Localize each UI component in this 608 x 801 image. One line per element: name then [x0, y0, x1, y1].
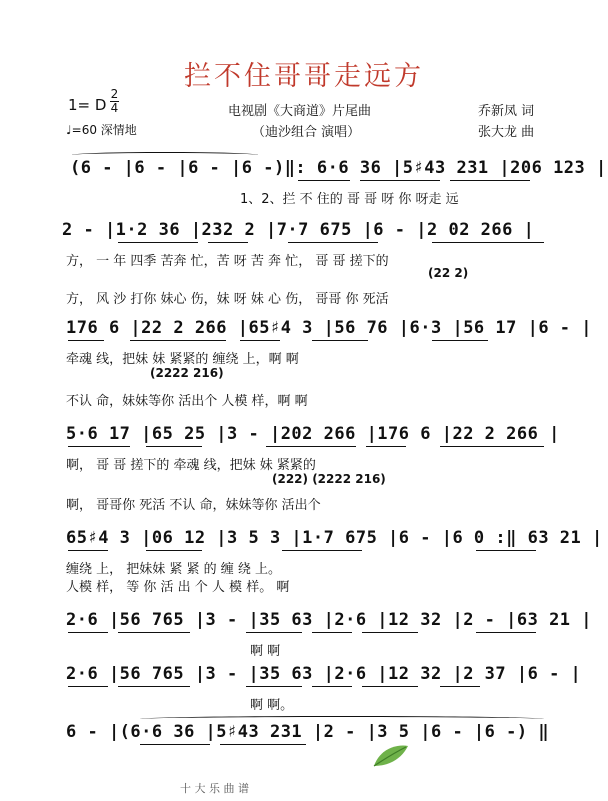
beam-underline [282, 550, 362, 551]
alternate-notes: (222) (2222 216) [272, 472, 386, 486]
lyric-line: 牵魂 线，把妹 妹 紧紧的 缠绕 上，啊 啊 [66, 352, 299, 367]
beam-underline [220, 744, 306, 745]
beam-underline [440, 686, 480, 687]
alternate-notes: (22 2) [428, 266, 469, 280]
notation-line: 65♯4 3 |06 12 |3 5 3 |1·7 675 |6 - |6 0 :‖ 63 21 | [66, 528, 603, 548]
composer-credit: 张大龙 曲 [478, 125, 535, 140]
time-signature-top: 2 [110, 87, 119, 101]
beam-underline [68, 550, 108, 551]
notation-line: 2 - |1·2 36 |232 2 |7·7 675 |6 - |2 02 266 | [62, 220, 535, 240]
beam-underline [118, 632, 190, 633]
lyric-line: 方， 风 沙 打你 妹心 伤，妹 呀 妹 心 伤， 哥哥 你 死活 [66, 292, 389, 307]
beam-underline [68, 446, 130, 447]
song-title: 拦不住哥哥走远方 [184, 61, 424, 92]
beam-underline [68, 340, 104, 341]
beam-underline [246, 686, 302, 687]
lyric-line: 啊 啊。 [250, 698, 294, 713]
beam-underline [288, 242, 378, 243]
beam-underline [450, 180, 530, 181]
beam-underline [146, 446, 202, 447]
beam-underline [366, 446, 406, 447]
beam-underline [432, 340, 488, 341]
beam-underline [432, 242, 544, 243]
time-signature [110, 88, 119, 115]
subtitle: 电视剧《大商道》片尾曲 [228, 104, 372, 119]
beam-underline [476, 550, 536, 551]
notation-line: 2·6 |56 765 |3 - |35 63 |2·6 |12 32 |2 - |63 21 | [66, 610, 593, 630]
watermark-text: 十 大 乐 曲 谱 [180, 782, 249, 795]
key-signature: 1= D [68, 96, 107, 114]
notation-line: 2·6 |56 765 |3 - |35 63 |2·6 |12 32 |2 37 |6 - | [66, 664, 582, 684]
beam-underline [118, 686, 190, 687]
notation-line: (6 - |6 - |6 - |6 -)‖: 6·6 36 |5♯43 231 |206 123 | [70, 158, 607, 178]
beam-underline [440, 446, 544, 447]
beam-underline [146, 550, 202, 551]
lyric-line: 人模 样， 等 你 活 出 个 人 模 样。 啊 [66, 580, 290, 595]
time-signature-bottom: 4 [110, 101, 119, 115]
notation-line: 176 6 |22 2 266 |65♯4 3 |56 76 |6·3 |56 17 |6 - | [66, 318, 593, 338]
beam-underline [68, 632, 108, 633]
beam-underline [298, 180, 350, 181]
beam-underline [130, 340, 226, 341]
lyricist-credit: 乔新凤 词 [478, 104, 535, 119]
beam-underline [360, 180, 440, 181]
leaf-decoration-icon [372, 742, 410, 768]
tie-arc [72, 152, 258, 158]
alternate-notes: (2222 216) [150, 366, 224, 380]
lyric-line: 缠绕 上， 把妹妹 紧 紧 的 缠 绕 上。 [66, 562, 282, 577]
beam-underline [208, 242, 248, 243]
lyric-line: 方， 一 年 四季 苦奔 忙，苦 呀 苦 奔 忙， 哥 哥 搓下的 [66, 254, 389, 269]
beam-underline [118, 242, 198, 243]
lyric-line: 啊， 哥 哥 搓下的 牵魂 线，把妹 妹 紧紧的 [66, 458, 316, 473]
beam-underline [362, 686, 418, 687]
lyric-line: 啊 啊 [250, 644, 281, 659]
beam-underline [312, 632, 352, 633]
notation-line: 5·6 17 |65 25 |3 - |202 266 |176 6 |22 2 266 | [66, 424, 560, 444]
lyric-line: 不认 命，妹妹等你 活出个 人模 样，啊 啊 [66, 394, 308, 409]
beam-underline [266, 446, 356, 447]
beam-underline [312, 686, 352, 687]
lyric-line: 啊， 哥哥你 死活 不认 命，妹妹等你 活出个 [66, 498, 321, 513]
beam-underline [476, 632, 536, 633]
tie-arc [140, 716, 544, 722]
beam-underline [68, 686, 108, 687]
beam-underline [140, 744, 210, 745]
beam-underline [240, 340, 280, 341]
lyric-line: 1、2、拦 不 住的 哥 哥 呀 你 呀走 远 [240, 192, 459, 207]
beam-underline [362, 632, 418, 633]
tempo-marking: ♩=60 深情地 [66, 123, 137, 137]
beam-underline [312, 340, 368, 341]
notation-line: 6 - |(6·6 36 |5♯43 231 |2 - |3 5 |6 - |6 -) ‖ [66, 722, 550, 742]
beam-underline [246, 632, 302, 633]
performer: （迪沙组合 演唱） [252, 125, 361, 140]
